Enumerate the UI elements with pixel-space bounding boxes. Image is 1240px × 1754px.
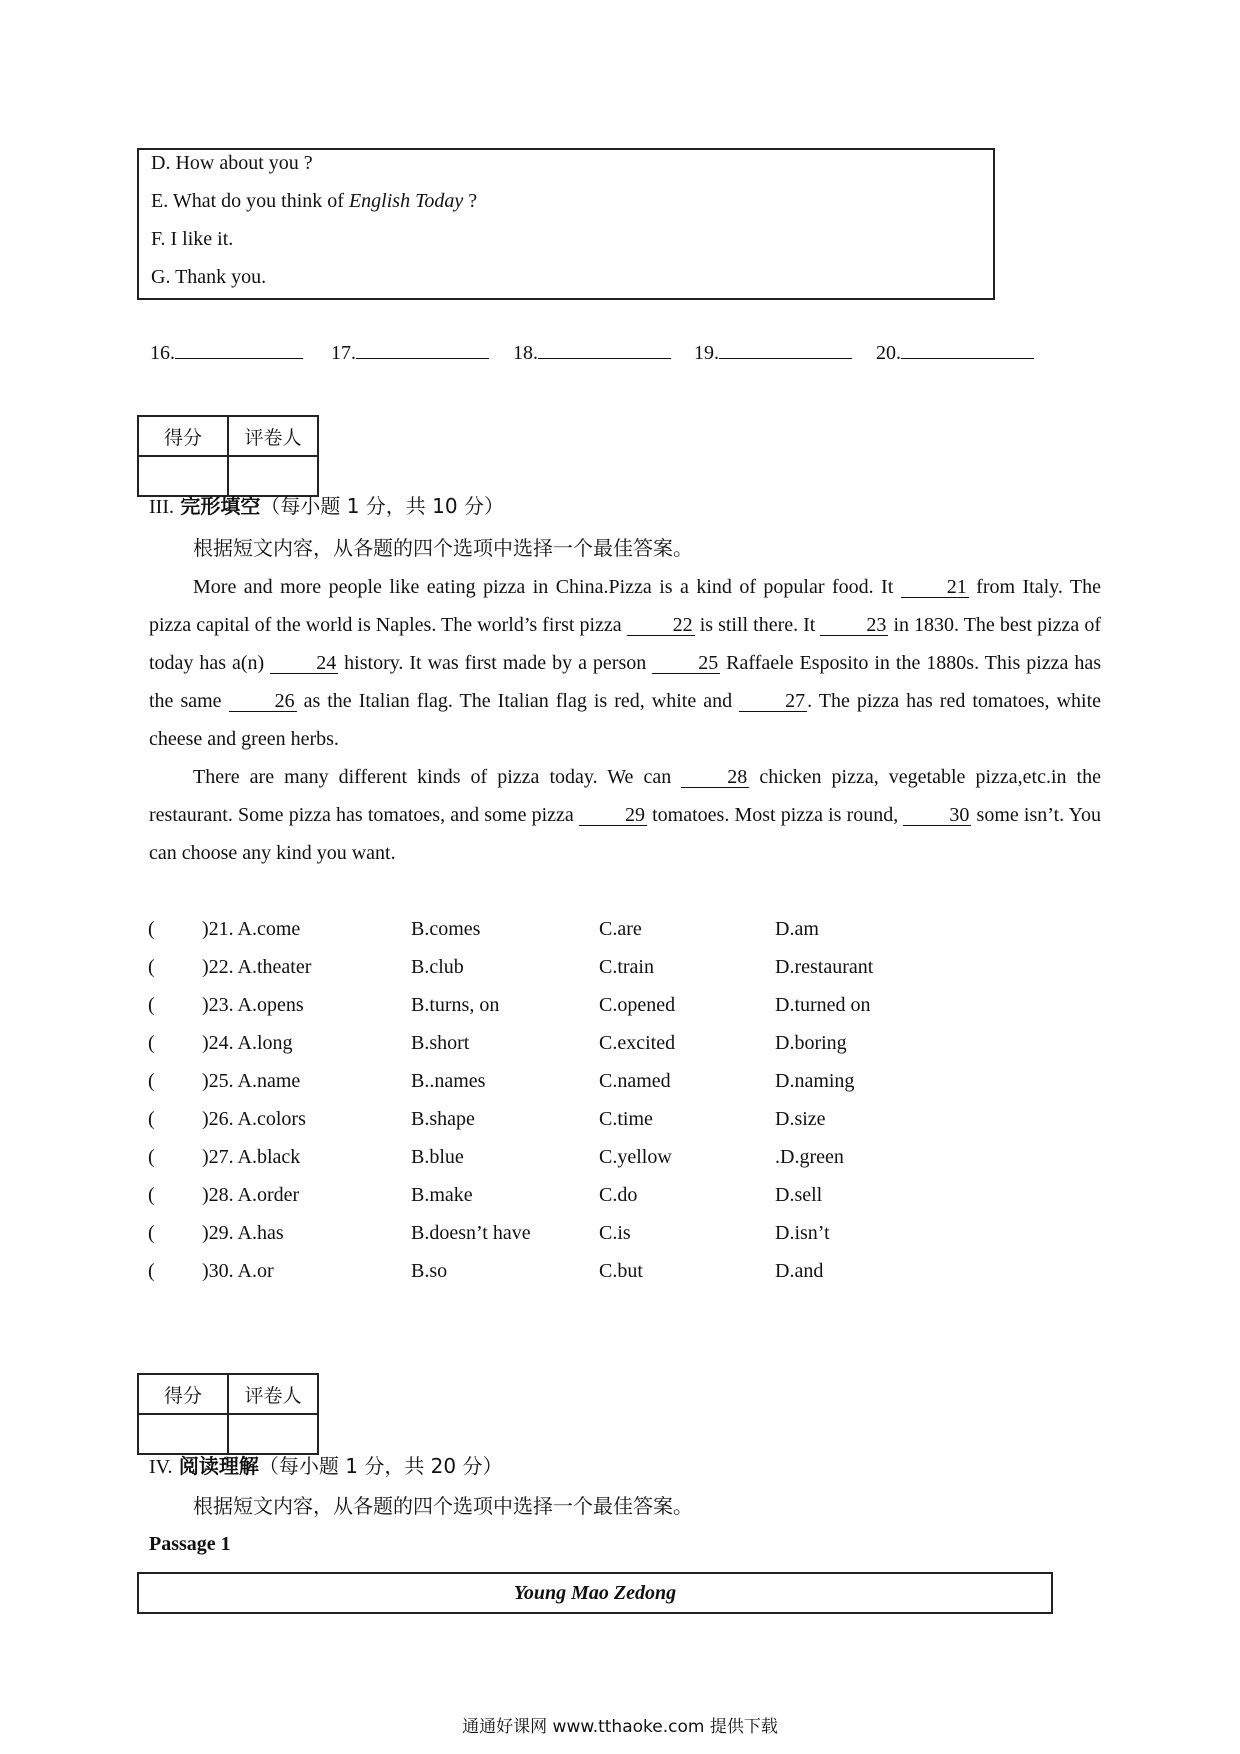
option-b: B.blue xyxy=(411,1146,464,1168)
question-option-a: )29. A.has xyxy=(202,1222,284,1244)
grader-header: 评卷人 xyxy=(228,416,318,456)
answer-blank-16[interactable] xyxy=(150,340,303,365)
option-e-italic: English Today xyxy=(348,190,464,212)
question-row xyxy=(148,1260,1048,1298)
option-g: G. Thank you. xyxy=(151,266,267,288)
answer-blank-18[interactable] xyxy=(513,340,671,365)
option-c: C.train xyxy=(599,956,654,978)
text: in 1830. The best pizza of today has a(n) xyxy=(149,614,1101,674)
option-c: C.are xyxy=(599,918,642,940)
gap-28: 28 xyxy=(681,767,749,788)
question-row xyxy=(148,1032,1048,1070)
section3-heading xyxy=(149,490,504,519)
question-row xyxy=(148,956,1048,994)
answer-blank-20[interactable] xyxy=(876,340,1034,365)
question-option-a: )26. A.colors xyxy=(202,1108,306,1130)
text: tomatoes. Most pizza is round, xyxy=(646,804,904,826)
option-b: B.shape xyxy=(411,1108,475,1130)
text: More and more people like eating pizza in China.Pizza is a kind of popular food. It xyxy=(193,576,901,598)
section4-instruction: 根据短文内容，从各题的四个选项中选择一个最佳答案。 xyxy=(193,1494,693,1518)
score-header: 得分 xyxy=(138,416,228,456)
text: from Italy. The pizza capital of the world is Naples. The world’s first pizza xyxy=(149,576,1101,636)
option-c: C.but xyxy=(599,1260,643,1282)
option-b: B.club xyxy=(411,956,464,978)
question-option-a: )28. A.order xyxy=(202,1184,300,1206)
answer-blank-label: 16. xyxy=(150,342,175,364)
option-d: D.size xyxy=(775,1108,826,1130)
question-option-a: )21. A.come xyxy=(202,918,301,940)
gap-30: 30 xyxy=(903,805,971,826)
answer-line xyxy=(175,340,303,359)
gap-27: 27 xyxy=(739,691,807,712)
grader-cell[interactable] xyxy=(228,1414,318,1454)
option-c: C.named xyxy=(599,1070,671,1092)
gap-22: 22 xyxy=(627,615,695,636)
section4-note: （每小题 1 分，共 20 分） xyxy=(258,1454,503,1478)
answer-blank-19[interactable] xyxy=(694,340,852,365)
answer-paren[interactable]: ( xyxy=(148,1032,155,1054)
grader-header: 评卷人 xyxy=(228,1374,318,1414)
option-d: .D.green xyxy=(775,1146,844,1168)
option-b: B.make xyxy=(411,1184,473,1206)
option-c: C.opened xyxy=(599,994,676,1016)
answer-blank-17[interactable] xyxy=(331,340,489,365)
option-d: D.turned on xyxy=(775,994,871,1016)
gap-24: 24 xyxy=(270,653,338,674)
option-d: D.and xyxy=(775,1260,824,1282)
section3-note: （每小题 1 分，共 10 分） xyxy=(260,494,504,518)
gap-21: 21 xyxy=(901,577,969,598)
option-b: B.doesn’t have xyxy=(411,1222,531,1244)
passage-title: Young Mao Zedong xyxy=(137,1572,1053,1614)
answer-paren[interactable]: ( xyxy=(148,918,155,940)
answer-line xyxy=(538,340,671,359)
question-row xyxy=(148,1070,1048,1108)
score-table-section3 xyxy=(137,415,319,497)
text: . The pizza has red tomatoes, white cheese and green herbs. xyxy=(149,690,1101,750)
answer-paren[interactable]: ( xyxy=(148,1146,155,1168)
question-row xyxy=(148,1222,1048,1260)
option-c: C.do xyxy=(599,1184,638,1206)
option-c: C.yellow xyxy=(599,1146,672,1168)
answer-paren[interactable]: ( xyxy=(148,1222,155,1244)
question-row xyxy=(148,1184,1048,1222)
cloze-paragraph-2 xyxy=(149,758,1101,872)
score-header: 得分 xyxy=(138,1374,228,1414)
question-row xyxy=(148,994,1048,1032)
option-e-text: E. What do you think of xyxy=(151,190,349,212)
answer-blank-label: 17. xyxy=(331,342,356,364)
section4-roman: IV. xyxy=(149,1456,173,1478)
answer-blank-label: 20. xyxy=(876,342,901,364)
question-option-a: )30. A.or xyxy=(202,1260,274,1282)
cloze-paragraph-1 xyxy=(149,568,1101,758)
section4-title: 阅读理解 xyxy=(178,1454,259,1478)
score-cell[interactable] xyxy=(138,1414,228,1454)
option-b: B.short xyxy=(411,1032,470,1054)
score-table-section4 xyxy=(137,1373,319,1455)
text: is still there. It xyxy=(694,614,821,636)
text: as the Italian flag. The Italian flag is red, white and xyxy=(296,690,740,712)
answer-blank-label: 19. xyxy=(694,342,719,364)
gap-23: 23 xyxy=(820,615,888,636)
section3-roman: III. xyxy=(149,496,174,518)
option-d: D.restaurant xyxy=(775,956,874,978)
option-d: D.boring xyxy=(775,1032,847,1054)
question-row xyxy=(148,918,1048,956)
option-d: D.am xyxy=(775,918,819,940)
option-d: D. How about you ? xyxy=(151,152,313,174)
question-option-a: )25. A.name xyxy=(202,1070,301,1092)
gap-29: 29 xyxy=(579,805,647,826)
passage-label: Passage 1 xyxy=(149,1533,231,1555)
answer-paren[interactable]: ( xyxy=(148,1108,155,1130)
option-d: D.sell xyxy=(775,1184,823,1206)
answer-paren[interactable]: ( xyxy=(148,1184,155,1206)
options-box xyxy=(137,148,995,300)
option-e-tail: ? xyxy=(463,190,478,212)
question-option-a: )23. A.opens xyxy=(202,994,304,1016)
option-b: B.turns, on xyxy=(411,994,500,1016)
option-e xyxy=(151,190,477,213)
question-option-a: )22. A.theater xyxy=(202,956,312,978)
answer-blank-label: 18. xyxy=(513,342,538,364)
text: chicken pizza, vegetable pizza,etc.in the restaurant. Some pizza has tomatoes, and some pizza xyxy=(149,766,1101,826)
option-b: B.so xyxy=(411,1260,448,1282)
option-c: C.is xyxy=(599,1222,631,1244)
text: There are many different kinds of pizza today. We can xyxy=(193,766,682,788)
section3-instruction: 根据短文内容，从各题的四个选项中选择一个最佳答案。 xyxy=(193,536,693,560)
gap-26: 26 xyxy=(229,691,297,712)
option-c: C.excited xyxy=(599,1032,676,1054)
answer-paren[interactable]: ( xyxy=(148,1260,155,1282)
text: some isn’t. You can choose any kind you want. xyxy=(149,804,1101,864)
section3-title: 完形填空 xyxy=(180,494,261,518)
option-b: B..names xyxy=(411,1070,486,1092)
answer-line xyxy=(901,340,1034,359)
text: Raffaele Esposito in the 1880s. This pizza has the same xyxy=(149,652,1102,712)
question-row xyxy=(148,1108,1048,1146)
text: history. It was first made by a person xyxy=(338,652,653,674)
answer-paren[interactable]: ( xyxy=(148,956,155,978)
option-c: C.time xyxy=(599,1108,653,1130)
question-option-a: )27. A.black xyxy=(202,1146,301,1168)
gap-25: 25 xyxy=(652,653,720,674)
answer-line xyxy=(356,340,489,359)
option-f: F. I like it. xyxy=(151,228,234,250)
cloze-passage xyxy=(149,568,1101,872)
question-option-a: )24. A.long xyxy=(202,1032,293,1054)
answer-paren[interactable]: ( xyxy=(148,994,155,1016)
option-d: D.naming xyxy=(775,1070,855,1092)
answer-line xyxy=(719,340,852,359)
option-b: B.comes xyxy=(411,918,481,940)
option-d: D.isn’t xyxy=(775,1222,830,1244)
answer-paren[interactable]: ( xyxy=(148,1070,155,1092)
question-row xyxy=(148,1146,1048,1184)
page-footer: 通通好课网 www.tthaoke.com 提供下载 xyxy=(462,1717,778,1737)
section4-heading xyxy=(149,1450,503,1479)
